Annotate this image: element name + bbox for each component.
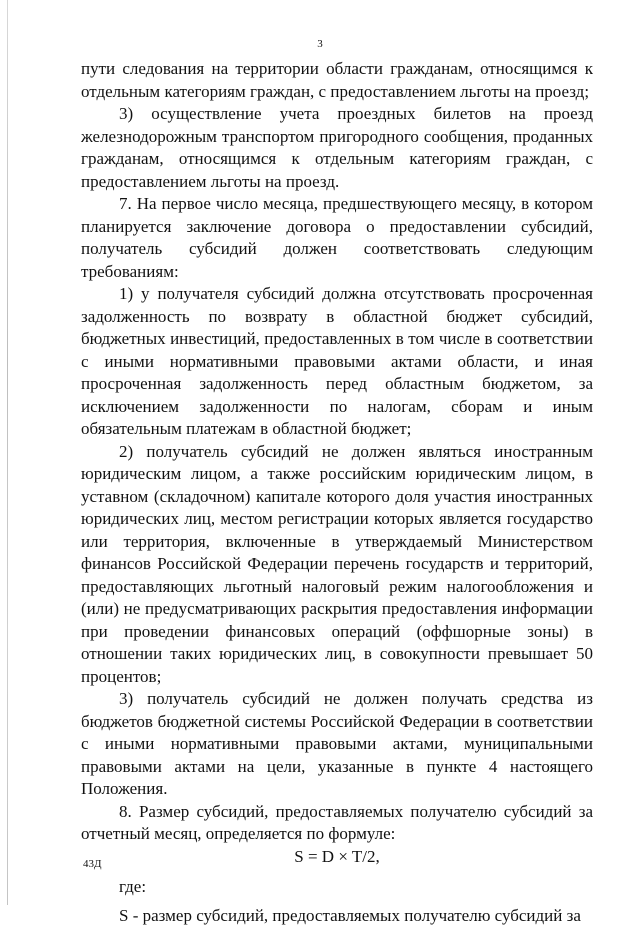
where-label: где: [81,876,593,899]
scan-edge-line [7,0,8,905]
formula: S = D × T/2, [81,846,593,869]
paragraph: S - размер субсидий, предоставляемых получателю субсидий за [81,905,593,927]
paragraph: пути следования на территории области гражданам, относящимся к отдельным категориям граждан, с предоставлением льготы на проезд; [81,58,593,103]
paragraph: 8. Размер субсидий, предоставляемых получателю субсидий за отчетный месяц, определяется по формуле: [81,801,593,846]
document-body [81,58,593,927]
paragraph: 3) получатель субсидий не должен получать средства из бюджетов бюджетной системы Российской Федерации в соответствии с иными нормативными правовыми актами, муниципальными правовыми актами на цели, указанные в пункте 4 настоящего Положения. [81,688,593,801]
footer-code: 43Д [83,858,102,870]
paragraph: 7. На первое число месяца, предшествующего месяцу, в котором планируется заключение договора о предоставлении субсидий, получатель субсидий должен соответствовать следующим требованиям: [81,193,593,283]
page-number: 3 [0,38,640,50]
paragraph: 2) получатель субсидий не должен являться иностранным юридическим лицом, а также российским юридическим лицом, в уставном (складочном) капитале которого доля участия иностранных юридических лиц, местом регистрации которых является государство или территория, включенные в утверждаемый Министерством финансов Российской Федерации перечень государств и территорий, предоставляющих льготный налоговый режим налогообложения и (или) не предусматривающих раскрытия предоставления информации при проведении финансовых операций (оффшорные зоны) в отношении таких юридических лиц, в совокупности превышает 50 процентов; [81,441,593,689]
paragraph: 1) у получателя субсидий должна отсутствовать просроченная задолженность по возврату в областной бюджет субсидий, бюджетных инвестиций, предоставленных в том числе в соответствии с иными нормативными правовыми актами области, и иная просроченная задолженность перед областным бюджетом, за исключением задолженности по налогам, сборам и иным обязательным платежам в областной бюджет; [81,283,593,441]
paragraph: 3) осуществление учета проездных билетов на проезд железнодорожным транспортом пригородного сообщения, проданных гражданам, относящимся к отдельным категориям граждан, с предоставлением льготы на проезд. [81,103,593,193]
